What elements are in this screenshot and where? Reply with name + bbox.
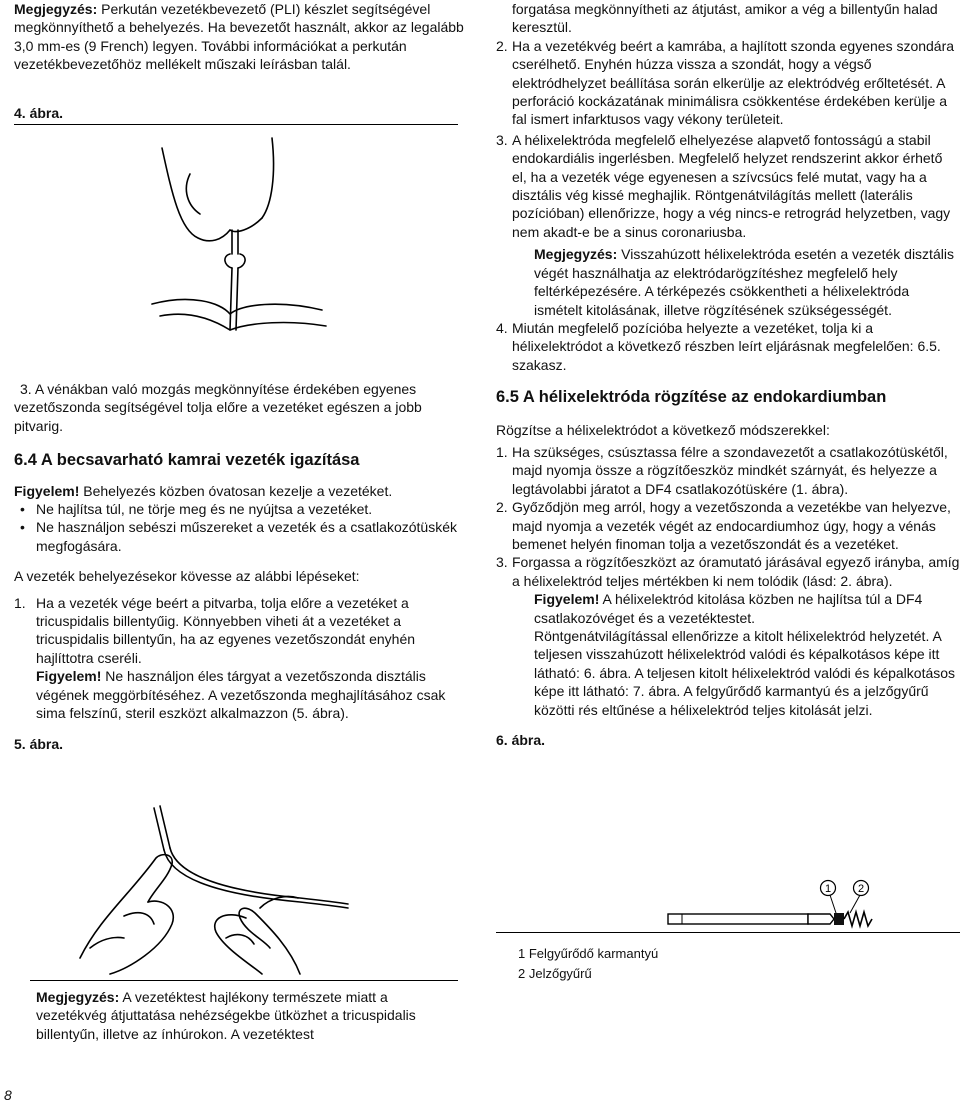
- bottom-note: [36, 988, 458, 1043]
- bullet-item: [14, 518, 468, 555]
- marker-ring: [834, 913, 844, 925]
- figure-6-legend: [518, 944, 958, 984]
- callout-1-label: 1: [824, 883, 832, 895]
- helix-coil: [844, 912, 872, 926]
- note-text: Perkután vezetékbevezető (PLI) készlet segítségével megkönnyíthető a behelyezés. Ha bevezetőt használt, akkor az legalább 3,0 mm-es (9 French) legyen. További információkat a perkután vezetékbevezetőhöz mellékelt műszaki leírásban talál.: [14, 1, 464, 73]
- fix-step-3-caution: [496, 590, 960, 627]
- fix-step-2: [496, 498, 960, 553]
- step-1-caution-label: Figyelem!: [36, 668, 102, 685]
- right-step-3-text: A hélixelektróda megfelelő elhelyezése alapvető fontosságú a stabil endokardiális ingerlésben. Megfelelő helyzet rendszerint akkor érhető el, ha a vezeték vége egyenesen a szívcsúcs felé mutat, vagy ha a disztális vég kissé meghajlik. Röntgenátvilágítás mellett (laterális pozícióban) ellenőrizze, hogy a vég nincs-e retrográd helyzetben, vagy nem akadt-e be a sinus coronariusba.: [512, 131, 951, 240]
- step-3-number: 3.: [20, 381, 32, 397]
- section-6-5-heading: 6.5 A hélixelektróda rögzítése az endokardiumban: [496, 388, 887, 407]
- figure-4-rule: [14, 124, 458, 125]
- fix-step-3-text: Forgassa a rögzítőeszközt az óramutató járásával egyező irányba, amíg a hélixelektród teljes mértékben ki nem tolódik (lásd: 2. ábra).: [512, 554, 960, 589]
- legend-item-2: 2 Jelzőgyűrű: [518, 966, 592, 981]
- steps-intro: A vezeték behelyezésekor kövesse az alábbi lépéseket:: [14, 568, 360, 585]
- right-step-4: [496, 319, 960, 374]
- bullet-text: Ne hajlítsa túl, ne törje meg és ne nyújtsa a vezetéket.: [36, 501, 373, 518]
- right-step-3-note-label: Megjegyzés:: [534, 246, 618, 263]
- right-step-3-note-text: Visszahúzott hélixelektróda esetén a vezeték disztális végét használhatja az elektródarögzítéshez megfelelő hely feltérképezésére. A térképezés csökkentheti a hélixelektróda ismételt kitolásának, illetve rögzítésének szükségességét.: [534, 246, 954, 318]
- right-step-4-number: 4.: [496, 319, 508, 336]
- right-intro: Rögzítse a hélixelektródot a következő módszerekkel:: [496, 421, 830, 438]
- fix-step-1-text: Ha szükséges, csúsztassa félre a szondavezetőt a csatlakozótüskétől, majd nyomja össze a rögzítőeszköz mindkét szárnyát, és helyezze a legtávolabbi járatot a DF4 csatlakozótüskére (1. ábra).: [512, 443, 948, 497]
- fix-step-3-number: 3.: [496, 554, 508, 571]
- figure-6-illustration: [660, 880, 900, 940]
- step-1-number: 1.: [14, 594, 26, 611]
- page-number: 8: [4, 1087, 12, 1103]
- note-intro: [14, 0, 468, 74]
- figure-4-illustration: [150, 134, 330, 344]
- right-step-2: [496, 37, 960, 129]
- step-1-caution: [14, 667, 468, 722]
- right-column: [496, 0, 960, 749]
- fix-step-3-caution-text: A hélixelektród kitolása közben ne hajlítsa túl a DF4 csatlakozóvéget és a vezetéktestet.: [534, 591, 923, 626]
- right-step-3-number: 3.: [496, 131, 508, 148]
- step-3: [14, 380, 468, 435]
- note-rule: [30, 980, 458, 981]
- fix-step-1: [496, 443, 960, 498]
- right-step-3-note: [496, 245, 960, 319]
- figure-5-illustration: [50, 798, 350, 978]
- section-6-4-heading: 6.4 A becsavarható kamrai vezeték igazítása: [14, 451, 360, 470]
- bullet-dot: •: [20, 501, 25, 518]
- step-3-text: A vénákban való mozgás megkönnyítése érdekében egyenes vezetőszonda segítségével tolja előre a vezetéket egészen a jobb pitvarig.: [14, 381, 422, 434]
- right-step-4-text: Miután megfelelő pozícióba helyezte a vezetéket, tolja ki a hélixelektródot a következő részben leírt eljárásnak megfelelően: 6.5. szakasz.: [512, 319, 941, 373]
- callout-1-leader: [830, 895, 836, 913]
- fix-step-3: [496, 553, 960, 590]
- right-step-2-text: Ha a vezetékvég beért a kamrába, a hajlított szonda egyenes szondára cserélhető. Enyhén húzza vissza a szondát, hogy a végső elektródhelyzet beállítása során elkerülje az elektródvég erőltetését. A perforáció kockázatának minimálisra csökkentése érdekében kerülje a fal ismert infarktusos vagy vékony területeit.: [512, 37, 955, 128]
- caution-paragraph: [14, 482, 468, 500]
- bullet-item: [14, 500, 468, 518]
- fix-step-2-text: Győződjön meg arról, hogy a vezetőszonda a vezetékbe van helyezve, majd nyomja a vezeték végét az endocardiumhoz úgy, hogy a vénás bemenet helyén finoman tolja a vezetőszondát és a vezetéket.: [512, 499, 951, 552]
- right-step-3: [496, 131, 960, 241]
- continued-text: forgatása megkönnyítheti az átjutást, amikor a vég a billentyűn halad keresztül.: [512, 1, 938, 36]
- fix-step-3-extra: Röntgenátvilágítással ellenőrizze a kitolt hélixelektród helyzetét. A teljesen visszahúzott hélixelektród valódi és képalkotásos képe itt látható: 6. ábra. A teljesen kitolt hélixelektród valódi és képalkotásos képe itt látható: 7. ábra. A felgyűrődő karmantyú és a jelzőgyűrű közötti rés eltűnése a hélixelektród teljes kitolását jelzi.: [534, 628, 956, 718]
- caution-label: Figyelem!: [14, 482, 80, 499]
- step-1-text: Ha a vezeték vége beért a pitvarba, tolja előre a vezetéket a tricuspidalis billentyűig. Könnyebben viheti át a vezetéket a tricuspidalis billentyűn, ha az egyenes vezetőszondát enyhén hajlíttotra cseréli.: [36, 594, 416, 666]
- callout-2-leader: [850, 895, 860, 913]
- fix-step-1-number: 1.: [496, 443, 508, 460]
- bottom-note-text: A vezetéktest hajlékony természete miatt a vezetékvég átjuttatása nehézségekbe ütközhet a tricuspidalis billentyűn, illetve az ínhúrokon. A vezetéktest: [36, 989, 416, 1042]
- caution-text: Behelyezés közben óvatosan kezelje a vezetéket.: [83, 482, 393, 499]
- fix-step-2-number: 2.: [496, 499, 508, 516]
- bullet-dot: •: [20, 519, 25, 536]
- bullet-text: Ne használjon sebészi műszereket a vezeték és a csatlakozótüskék megfogására.: [36, 519, 457, 554]
- figure-5-caption: 5. ábra.: [14, 735, 64, 752]
- figure-6-rule: [496, 932, 960, 933]
- lead-tip: [808, 914, 834, 924]
- figure-4-caption: 4. ábra.: [14, 105, 64, 121]
- legend-item-1: 1 Felgyűrődő karmantyú: [518, 946, 659, 961]
- step-1: [14, 594, 468, 668]
- note-label: Megjegyzés:: [14, 1, 98, 17]
- lead-body: [668, 914, 808, 924]
- callout-2-label: 2: [857, 883, 865, 895]
- fix-step-3-caution-label: Figyelem!: [534, 591, 600, 608]
- figure-6-caption: 6. ábra.: [496, 732, 546, 749]
- step-1-caution-text: Ne használjon éles tárgyat a vezetőszonda disztális végének meggörbítéséhez. A vezetőszonda meghajlításához csak sima felszínű, steril eszközt alkalmazzon (5. ábra).: [36, 668, 446, 722]
- right-step-2-number: 2.: [496, 37, 508, 54]
- bottom-note-label: Megjegyzés:: [36, 989, 120, 1005]
- left-column-lower: [14, 380, 468, 753]
